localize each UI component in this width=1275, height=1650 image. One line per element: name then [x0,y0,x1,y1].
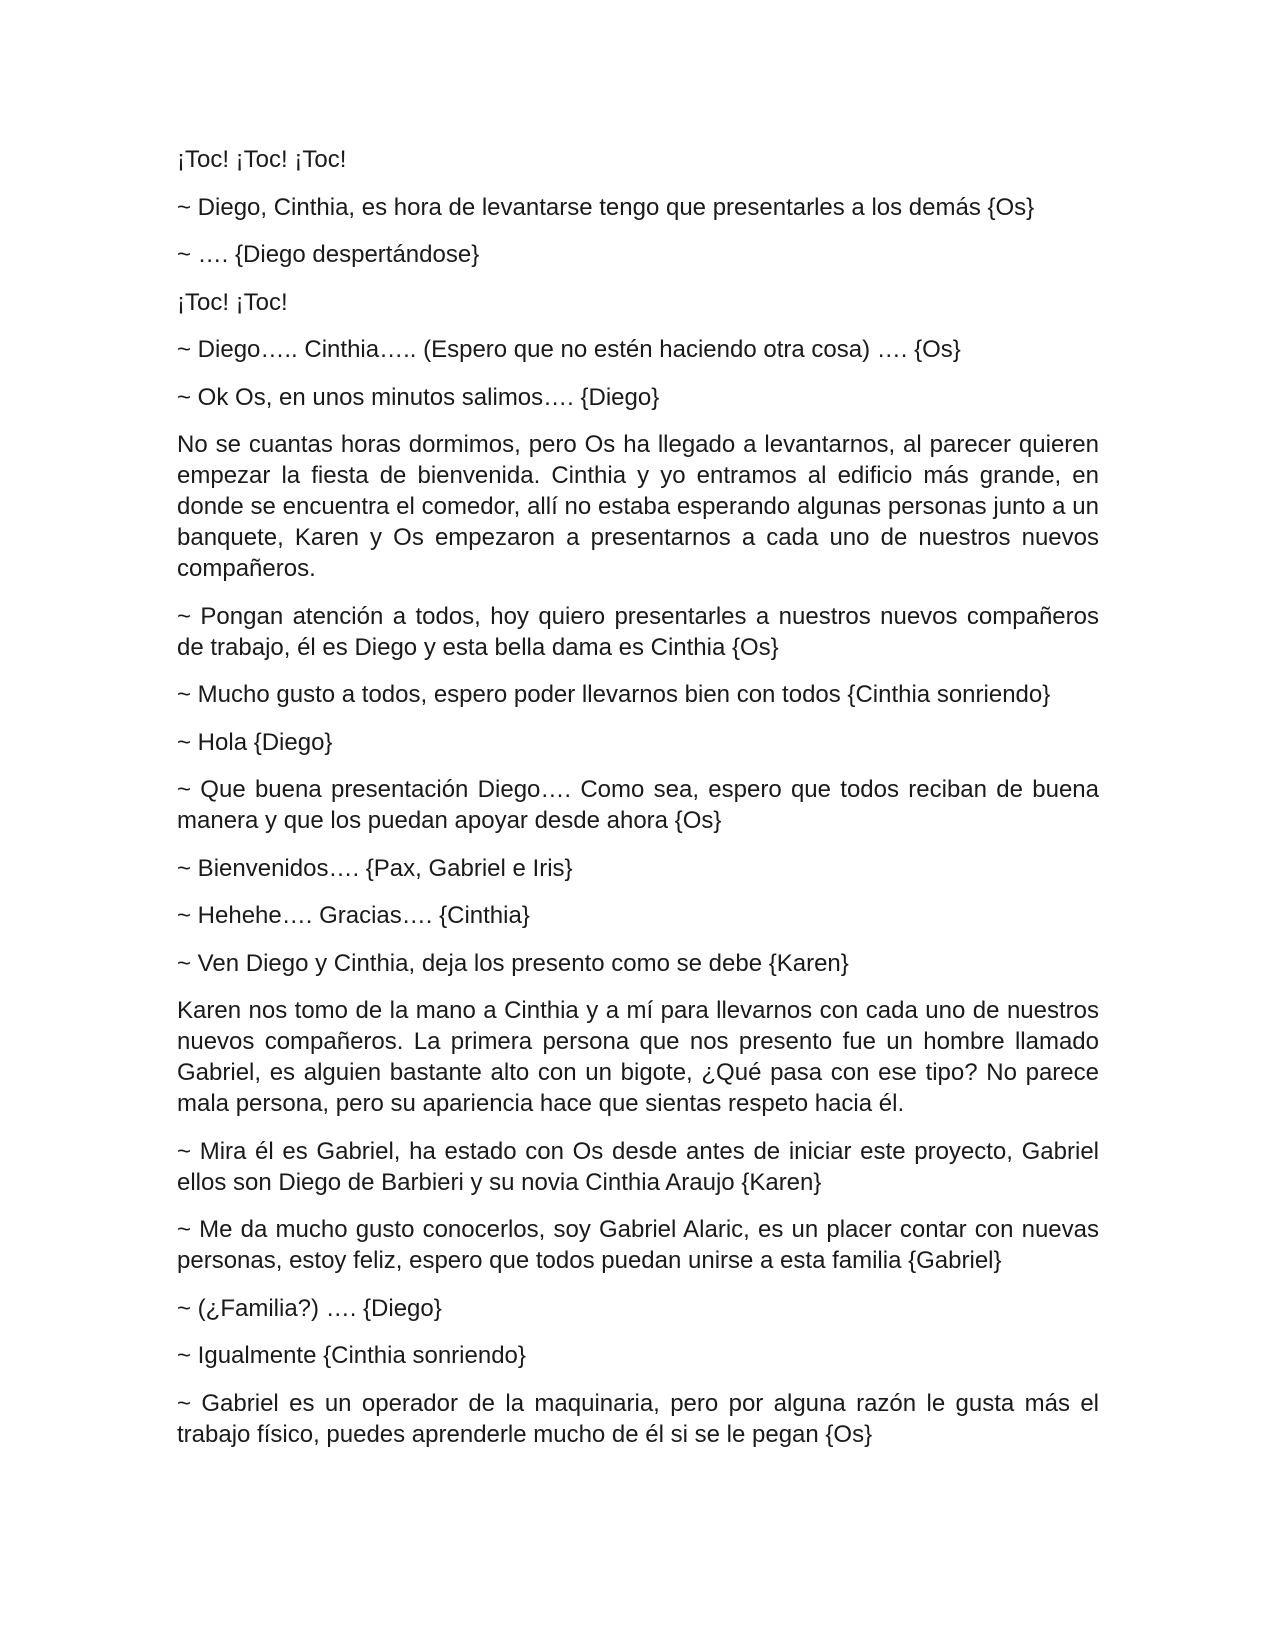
dialogue-line: ~ Hola {Diego} [177,728,333,756]
dialogue-line: ~ Mucho gusto a todos, espero poder llevarnos bien con todos {Cinthia sonriendo} [177,681,1051,708]
dialogue-line: ~ Ok Os, en unos minutos salimos…. {Diego} [177,383,660,411]
dialogue-line: ~ Que buena presentación Diego…. Como sea, espero que todos reciban de buena manera y que los puedan apoyar desde ahora {Os} [177,776,1099,834]
dialogue-line: ~ (¿Familia?) …. {Diego} [177,1294,442,1322]
dialogue-line: ~ …. {Diego despertándose} [177,241,480,268]
dialogue-line: ~ Diego, Cinthia, es hora de levantarse tengo que presentarles a los demás {Os} [177,193,1035,221]
paragraph-knock-2: ¡Toc! ¡Toc! [177,288,288,316]
dialogue-line: ~ Gabriel es un operador de la maquinaria, pero por alguna razón le gusta más el trabajo físico, puedes aprenderle mucho de él si se le pegan {Os} [177,1389,1099,1448]
dialogue-line: ~ Diego….. Cinthia….. (Espero que no estén haciendo otra cosa) …. {Os} [177,336,961,363]
dialogue-line: ~ Hehehe…. Gracias…. {Cinthia} [177,902,530,929]
document-page [177,144,1099,1466]
narrative-paragraph: Karen nos tomo de la mano a Cinthia y a mí para llevarnos con cada uno de nuestros nuevos compañeros. La primera persona que nos presento fue un hombre llamado Gabriel, es alguien bastante alto con un bigote, ¿Qué pasa con ese tipo? No parece mala persona, pero su apariencia hace que sientas respeto hacia él. [177,997,1099,1117]
dialogue-line: ~ Me da mucho gusto conocerlos, soy Gabriel Alaric, es un placer contar con nuevas personas, estoy feliz, espero que todos puedan unirse a esta familia {Gabriel} [177,1216,1099,1274]
dialogue-line: ~ Pongan atención a todos, hoy quiero presentarles a nuestros nuevos compañeros de trabajo, él es Diego y esta bella dama es Cinthia {Os} [177,602,1099,661]
dialogue-line: ~ Bienvenidos…. {Pax, Gabriel e Iris} [177,854,573,882]
dialogue-line: ~ Mira él es Gabriel, ha estado con Os desde antes de iniciar este proyecto, Gabriel ellos son Diego de Barbieri y su novia Cinthia Araujo {Karen} [177,1137,1099,1196]
dialogue-line: ~ Igualmente {Cinthia sonriendo} [177,1342,526,1369]
paragraph-knock-1: ¡Toc! ¡Toc! ¡Toc! [177,146,347,173]
narrative-paragraph: No se cuantas horas dormimos, pero Os ha llegado a levantarnos, al parecer quieren empezar la fiesta de bienvenida. Cinthia y yo entramos al edificio más grande, en donde se encuentra el comedor, allí no estaba esperando algunas personas junto a un banquete, Karen y Os empezaron a presentarnos a cada uno de nuestros nuevos compañeros. [177,431,1099,582]
dialogue-line: ~ Ven Diego y Cinthia, deja los presento como se debe {Karen} [177,949,849,977]
